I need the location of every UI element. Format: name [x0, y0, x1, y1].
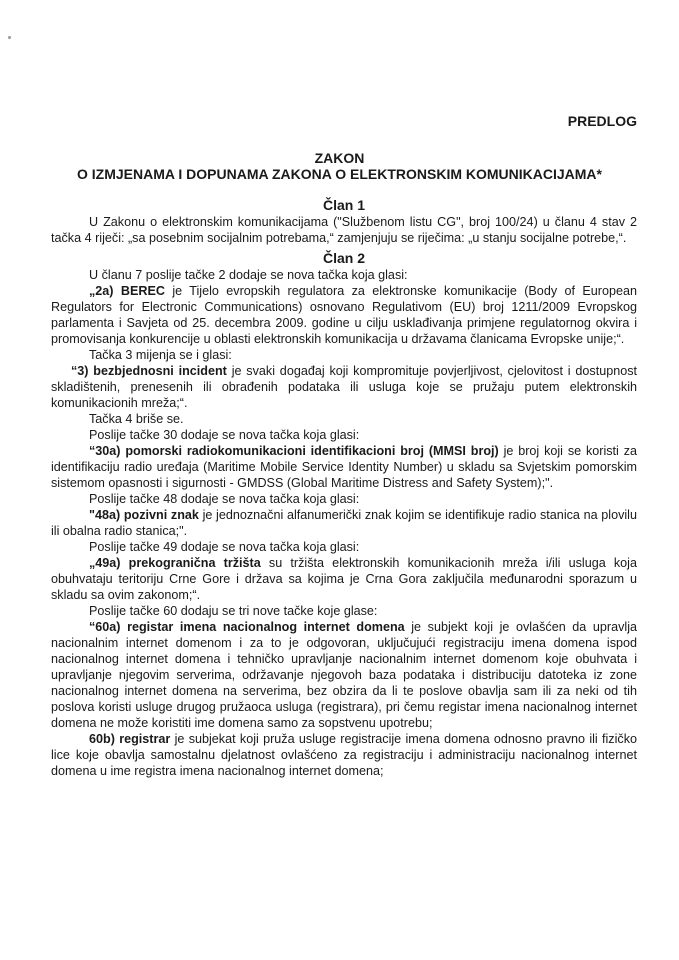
definition-3: [51, 363, 637, 411]
document-body: [51, 196, 637, 779]
paragraph: Poslije tačke 48 dodaje se nova tačka koja glasi:: [89, 492, 360, 506]
definition-text: su tržišta elektronskih komunikacionih mreža i/ili usluga koja obuhvataju teritoriju Crne Gore i država sa kojima je Crna Gora zaključila međunarodni sporazum u skladu sa ovim zakonom;“.: [51, 556, 637, 602]
definition-text: je subjekat koji pruža usluge registracije imena domena odnosno pravno ili fizičko lice koje obavlja samostalnu djelatnost ovlašćeno za registraciju i administraciju nacionalnog internet domena u ime registra imena nacionalnog internet domena;: [51, 732, 637, 778]
law-subtitle: O IZMJENAMA I DOPUNAMA ZAKONA O ELEKTRONSKIM KOMUNIKACIJAMA*: [77, 166, 602, 182]
definition-49a: [51, 555, 637, 603]
paragraph: U članu 7 poslije tačke 2 dodaje se nova tačka koja glasi:: [89, 268, 408, 282]
article-1-heading: Član 1: [322, 197, 365, 213]
definition-60a: [51, 619, 637, 731]
term: „49a) prekogranična tržišta: [89, 556, 261, 570]
definition-text: je subjekt koji je ovlašćen da upravlja nacionalnim internet domenom i za to je odgovoran, uključujući registraciju imena domena ispod nacionalnog internet domena i tehničko upravljanje nacionalnim internet domenom koje obuhvata i upravljanje njegovim serverima, održavanje njegovoh baza podataka i distribuciju datoteka iz zone nacionalnog internet domena na serverima, bez obzira da li te poslove obavlja sam ili za neki od tih poslova koristi usluge drugog pružaoca usluga (registrara), pri čemu registar imena nacionalnog internet domena ne može koristiti ime domena samo za sopstvenu upotrebu;: [51, 620, 637, 730]
definition-text: je Tijelo evropskih regulatora za elektronske komunikacije (Body of European Regulators for Electronic Communications) osnovano Regulativom (EU) broj 1211/2009 Evropskog parlamenta i Savjeta od 25. decembra 2009. godine u cilju usklađivanja primjene regulatornog okvira i promovisanja konkurencije u oblasti elektronskih komunikacija u državama članicama Evropske unije;“.: [51, 284, 637, 346]
paragraph: Poslije tačke 30 dodaje se nova tačka koja glasi:: [89, 428, 360, 442]
definition-2a: [51, 283, 637, 347]
definition-text: je jednoznačni alfanumerički znak kojim se identifikuje radio stanica na plovilu ili obalna radio stanica;".: [51, 508, 637, 538]
term: “3) bezbjednosni incident: [71, 364, 227, 378]
proposal-label: PREDLOG: [567, 113, 637, 129]
paragraph: Tačka 3 mijenja se i glasi:: [89, 348, 232, 362]
definition-30a: [51, 443, 637, 491]
definition-48a: [51, 507, 637, 539]
law-title: ZAKON: [314, 150, 365, 166]
definition-text: je broj koji se koristi za identifikaciju radio uređaja (Maritime Mobile Service Identity Number) u skladu sa Svjetskim pomorskim sistemom opasnosti i sigurnosti - GMDSS (Global Maritime Distress and Safety System);".: [51, 444, 637, 490]
scan-speck: [8, 36, 11, 39]
term: „2a) BEREC: [89, 284, 165, 298]
paragraph: Tačka 4 briše se.: [89, 412, 184, 426]
definition-text: je svaki događaj koji kompromituje povjerljivost, cjelovitost i dostupnost skladištenih, prenesenih ili obrađenih podataka ili usluga koje se pružaju putem elektronskih komunikacionih mreža;“.: [51, 364, 638, 410]
definition-60b: [51, 731, 637, 779]
paragraph: Poslije tačke 49 dodaje se nova tačka koja glasi:: [89, 540, 360, 554]
term: “60a) registar imena nacionalnog internet domena: [89, 620, 405, 634]
article-1-text: U Zakonu o elektronskim komunikacijama ("Službenom listu CG", broj 100/24) u članu 4 stav 2 tačka 4 riječi: „sa posebnim socijalnim potrebama,“ zamjenjuju se riječima: „u stanju socijalne potrebe,“.: [51, 215, 637, 245]
term: "48a) pozivni znak: [89, 508, 199, 522]
term: “30a) pomorski radiokomunikacioni identifikacioni broj (MMSI broj): [89, 444, 499, 458]
term: 60b) registrar: [89, 732, 171, 746]
paragraph: Poslije tačke 60 dodaju se tri nove tačke koje glase:: [89, 604, 378, 618]
article-2-heading: Član 2: [322, 250, 365, 266]
